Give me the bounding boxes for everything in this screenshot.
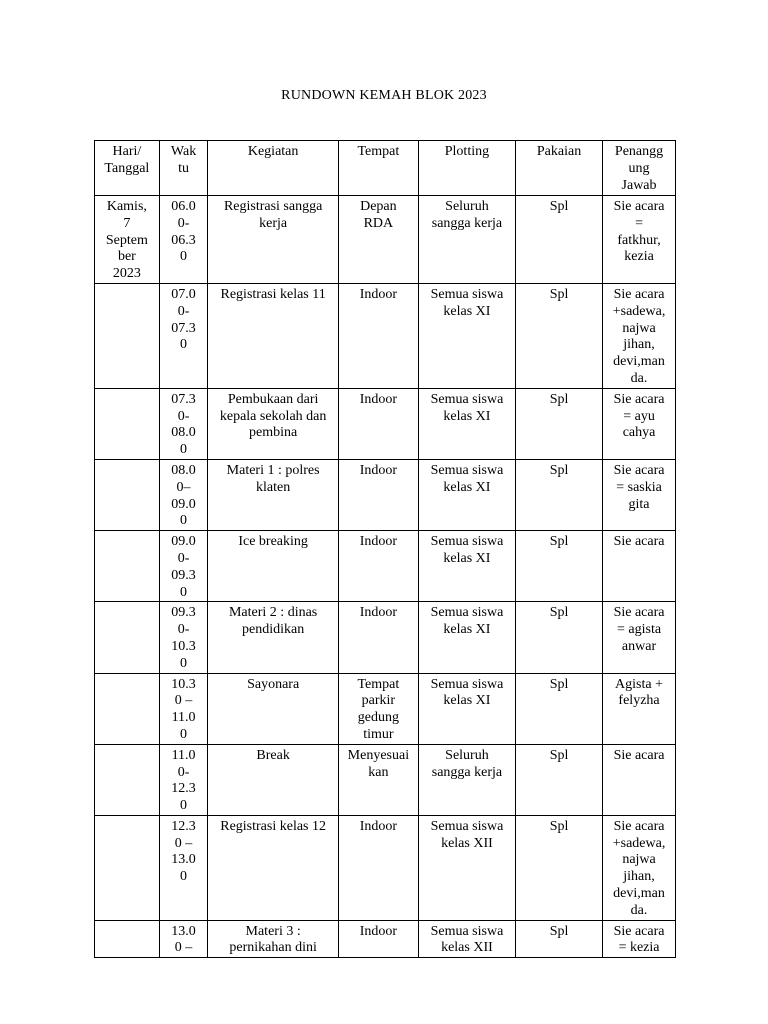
table-row — [95, 744, 676, 815]
cell-pakaian: Spl — [516, 459, 603, 530]
cell-hari — [95, 744, 160, 815]
cell-tempat: Indoor — [338, 459, 418, 530]
cell-penanggung-jawab: Sie acara = fatkhur, kezia — [603, 196, 676, 284]
cell-kegiatan: Registrasi sangga kerja — [208, 196, 339, 284]
table-row — [95, 815, 676, 920]
cell-tempat: Depan RDA — [338, 196, 418, 284]
cell-tempat: Indoor — [338, 531, 418, 602]
cell-waktu: 07.3 0- 08.0 0 — [159, 388, 208, 459]
cell-penanggung-jawab: Sie acara = saskia gita — [603, 459, 676, 530]
table-header-row — [95, 141, 676, 196]
cell-kegiatan: Sayonara — [208, 673, 339, 744]
cell-plotting: Semua siswa kelas XI — [418, 283, 515, 388]
rundown-table — [94, 140, 676, 958]
cell-tempat: Indoor — [338, 920, 418, 958]
header-waktu: Wak tu — [159, 141, 208, 196]
cell-hari — [95, 602, 160, 673]
cell-kegiatan: Registrasi kelas 12 — [208, 815, 339, 920]
table-row — [95, 602, 676, 673]
cell-penanggung-jawab: Sie acara = kezia — [603, 920, 676, 958]
table-row — [95, 459, 676, 530]
header-hari: Hari/ Tanggal — [95, 141, 160, 196]
cell-pakaian: Spl — [516, 602, 603, 673]
cell-kegiatan: Ice breaking — [208, 531, 339, 602]
cell-penanggung-jawab: Sie acara — [603, 744, 676, 815]
cell-pakaian: Spl — [516, 196, 603, 284]
cell-tempat: Tempat parkir gedung timur — [338, 673, 418, 744]
table-row — [95, 920, 676, 958]
cell-plotting: Seluruh sangga kerja — [418, 196, 515, 284]
table-row — [95, 283, 676, 388]
cell-pakaian: Spl — [516, 531, 603, 602]
cell-pakaian: Spl — [516, 283, 603, 388]
cell-pakaian: Spl — [516, 673, 603, 744]
cell-hari — [95, 283, 160, 388]
cell-waktu: 09.0 0- 09.3 0 — [159, 531, 208, 602]
cell-kegiatan: Materi 3 : pernikahan dini — [208, 920, 339, 958]
cell-pakaian: Spl — [516, 744, 603, 815]
cell-waktu: 13.0 0 – — [159, 920, 208, 958]
cell-tempat: Menyesuai kan — [338, 744, 418, 815]
cell-pakaian: Spl — [516, 388, 603, 459]
cell-waktu: 11.0 0- 12.3 0 — [159, 744, 208, 815]
cell-tempat: Indoor — [338, 388, 418, 459]
cell-kegiatan: Break — [208, 744, 339, 815]
cell-penanggung-jawab: Sie acara = agista anwar — [603, 602, 676, 673]
cell-kegiatan: Materi 2 : dinas pendidikan — [208, 602, 339, 673]
table-row — [95, 196, 676, 284]
cell-waktu: 08.0 0– 09.0 0 — [159, 459, 208, 530]
cell-plotting: Semua siswa kelas XII — [418, 920, 515, 958]
cell-penanggung-jawab: Sie acara = ayu cahya — [603, 388, 676, 459]
cell-tempat: Indoor — [338, 815, 418, 920]
cell-hari — [95, 459, 160, 530]
cell-kegiatan: Materi 1 : polres klaten — [208, 459, 339, 530]
cell-penanggung-jawab: Sie acara +sadewa, najwa jihan, devi,man da. — [603, 815, 676, 920]
cell-kegiatan: Registrasi kelas 11 — [208, 283, 339, 388]
cell-waktu: 09.3 0- 10.3 0 — [159, 602, 208, 673]
table-row — [95, 388, 676, 459]
cell-plotting: Semua siswa kelas XI — [418, 531, 515, 602]
cell-waktu: 06.0 0- 06.3 0 — [159, 196, 208, 284]
header-plotting: Plotting — [418, 141, 515, 196]
header-pakaian: Pakaian — [516, 141, 603, 196]
cell-plotting: Seluruh sangga kerja — [418, 744, 515, 815]
cell-waktu: 07.0 0- 07.3 0 — [159, 283, 208, 388]
cell-penanggung-jawab: Sie acara +sadewa, najwa jihan, devi,man da. — [603, 283, 676, 388]
header-tempat: Tempat — [338, 141, 418, 196]
cell-penanggung-jawab: Sie acara — [603, 531, 676, 602]
cell-waktu: 12.3 0 – 13.0 0 — [159, 815, 208, 920]
cell-kegiatan: Pembukaan dari kepala sekolah dan pembina — [208, 388, 339, 459]
cell-plotting: Semua siswa kelas XII — [418, 815, 515, 920]
table-row — [95, 531, 676, 602]
header-kegiatan: Kegiatan — [208, 141, 339, 196]
cell-plotting: Semua siswa kelas XI — [418, 459, 515, 530]
cell-hari — [95, 815, 160, 920]
cell-hari — [95, 673, 160, 744]
cell-plotting: Semua siswa kelas XI — [418, 602, 515, 673]
cell-plotting: Semua siswa kelas XI — [418, 388, 515, 459]
cell-pakaian: Spl — [516, 815, 603, 920]
header-penanggung-jawab: Penangg ung Jawab — [603, 141, 676, 196]
cell-hari — [95, 920, 160, 958]
cell-plotting: Semua siswa kelas XI — [418, 673, 515, 744]
cell-tempat: Indoor — [338, 283, 418, 388]
cell-hari — [95, 388, 160, 459]
cell-penanggung-jawab: Agista + felyzha — [603, 673, 676, 744]
table-row — [95, 673, 676, 744]
cell-hari — [95, 531, 160, 602]
cell-hari: Kamis, 7 Septem ber 2023 — [95, 196, 160, 284]
cell-waktu: 10.3 0 – 11.0 0 — [159, 673, 208, 744]
page-title: RUNDOWN KEMAH BLOK 2023 — [281, 88, 487, 103]
cell-pakaian: Spl — [516, 920, 603, 958]
cell-tempat: Indoor — [338, 602, 418, 673]
